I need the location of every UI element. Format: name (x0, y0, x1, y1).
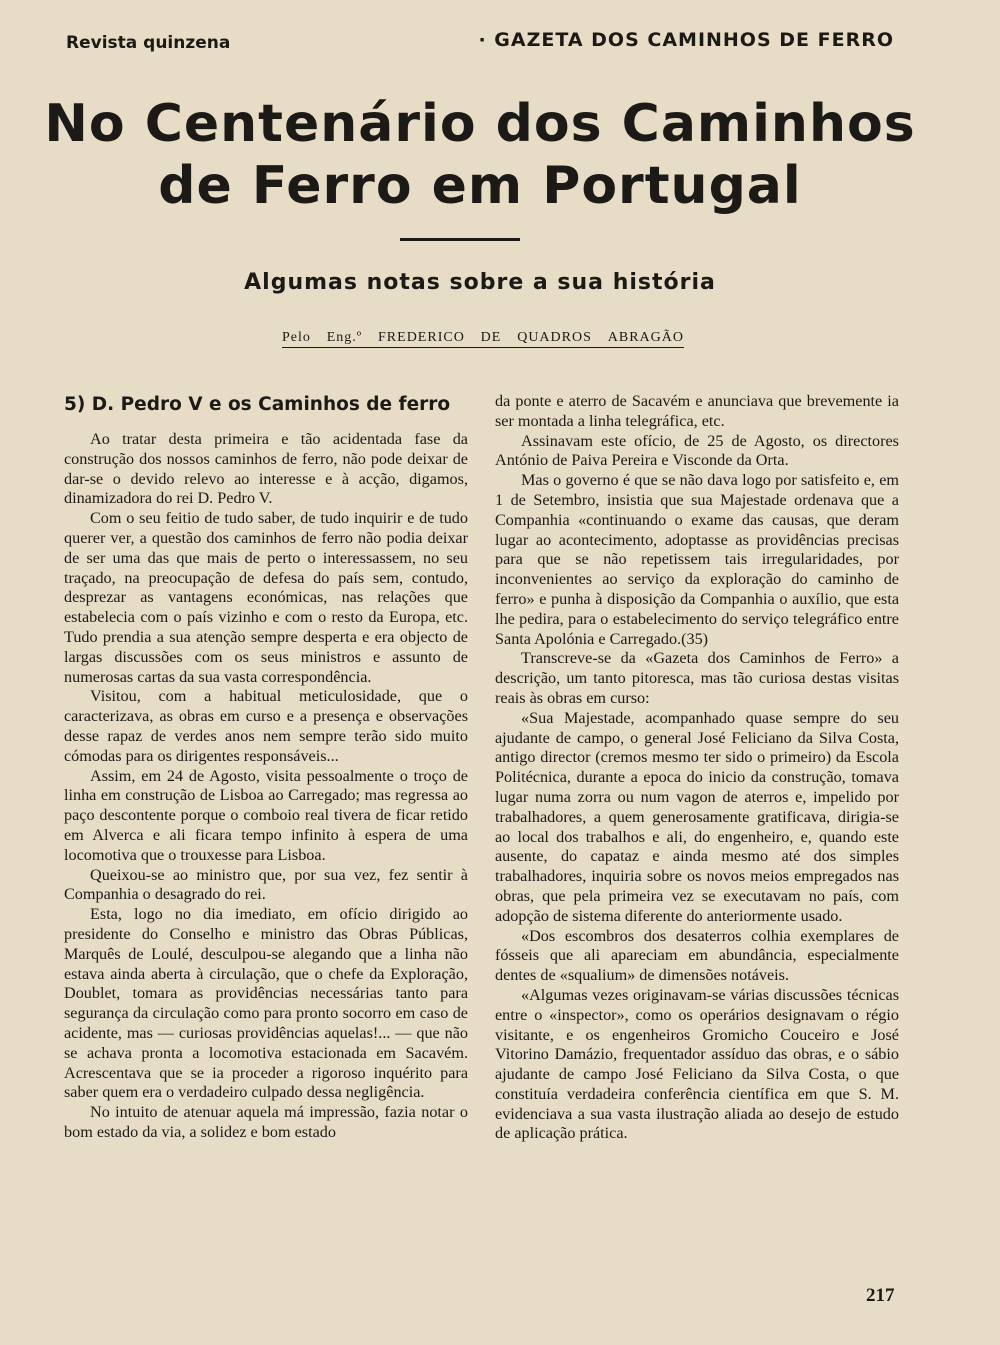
paragraph: Queixou-se ao ministro que, por sua vez, fez sentir à Companhia o desagrado do rei. (64, 865, 468, 904)
paragraph: Ao tratar desta primeira e tão acidentada fase da construção dos nossos caminhos de ferro, não pode deixar de dar-se o devido relevo ao interesse e à acção, digamos, dinamizadora do rei D. Pedro V. (64, 430, 468, 508)
paragraph: Esta, logo no dia imediato, em ofício dirigido ao presidente do Conselho e ministro das Obras Públicas, Marquês de Loulé, desculpou-se alegando que a linha não estava ainda aberta à circulação, que o chefe da Exploração, Doublet, tomara as providências necessárias tanto para segurança da circulação como para pronto socorro em caso de acidente, mas — curiosas providências aquelas!... — que não se achava pronta a locomotiva estacionada em Sacavém. Acrescentava que se ia proceder a rigoroso inquérito para saber quem era o verdadeiro culpado dessa negligência. (64, 905, 468, 1102)
paragraph: «Algumas vezes originavam-se várias discussões técnicas entre o «inspector», como os operários designavam o régio visitante, e os engenheiros Gromicho Couceiro e José Vitorino Damázio, frequentador assíduo das obras, e o sábio ajudante de campo José Feliciano da Silva Costa, o que constituía verdadeira conferência científica em que S. M. evidenciava a sua vasta ilustração aliada ao desejo de estudo de aplicação prática. (495, 985, 899, 1143)
byline-word: DE (480, 330, 502, 345)
right-column (495, 392, 899, 1144)
paragraph: Visitou, com a habitual meticulosidade, que o caracterizava, as obras em curso e a presença e observações desse rapaz de verdes anos nem sempre terão sido muito cómodas para os dirigentes responsáveis... (64, 687, 468, 765)
paragraph: Assim, em 24 de Agosto, visita pessoalmente o troço de linha em construção de Lisboa ao Carregado; mas regressa ao paço descontente porque o comboio real tivera de ficar retido em Alverca e ali ficara tempo infinito à espera de uma locomotiva que o trouxesse para Lisboa. (64, 766, 468, 864)
left-column (64, 430, 468, 1143)
paragraph: Com o seu feitio de tudo saber, de tudo inquirir e de tudo querer ver, a questão dos caminhos de ferro não podia deixar de ser uma das que mais de perto o interessassem, no seu traçado, na preocupação de defesa do país sem, contudo, desprezar as vantagens económicas, nas relações que estabelecia com o país vizinho e com o resto da Europa, etc. Tudo prendia a sua atenção sempre desperta e era objecto de largas discussões com os seus ministros e assunto de numerosas cartas da sua vasta correspondência. (64, 509, 468, 686)
byline-word: QUADROS (517, 330, 592, 345)
article-title-line-1: No Centenário dos Caminhos (44, 94, 916, 154)
article-subtitle: Algumas notas sobre a sua história (244, 270, 716, 295)
paragraph: da ponte e aterro de Sacavém e anunciava que brevemente ia ser montada a linha telegráfica, etc. (495, 392, 899, 430)
article-title-line-2: de Ferro em Portugal (158, 156, 802, 216)
paragraph: Mas o governo é que se não dava logo por satisfeito e, em 1 de Setembro, insistia que sua Majestade ordenava que a Companhia «continuando o exame das causas, que deram lugar ao acontecimento, adoptasse as providências precisas para que se não repetissem tais irregularidades, por inconvenientes ao serviço da exploração do caminho de ferro» e punha à disposição da Companhia o auxílio, que esta lhe pedira, para o estabelecimento do serviço telegráfico entre Santa Apolónia e Carregado.(35) (495, 471, 899, 648)
header-left: Revista quinzena (66, 33, 231, 53)
byline-word: Eng.º (326, 330, 363, 345)
byline-word: Pelo (282, 330, 311, 345)
byline-word: ABRAGÃO (607, 330, 684, 345)
paragraph: «Dos escombros dos desaterros colhia exemplares de fósseis que ali apareciam em abundância, especialmente dentes de «squalium» de dimensões notáveis. (495, 926, 899, 985)
title-divider (400, 238, 520, 241)
paragraph: «Sua Majestade, acompanhado quase sempre do seu ajudante de campo, o general José Feliciano da Silva Costa, antigo director (cremos mesmo ter sido o primeiro) da Escola Politécnica, durante a epoca do inicio da construção, tomava lugar numa zorra ou num vagon de aterros e, impelido por trabalhadores, a quem generosamente gratificava, dirigia-se ao local dos trabalhos e ali, do engenheiro, e, quando este ausente, do capataz e ainda mesmo até dos simples trabalhadores, inquiria sobre os novos meios empregados nas obras, que pela primeira vez se executavam no país, com adopção de sistema diferente do anteriormente usado. (495, 708, 899, 925)
byline-word: FREDERICO (378, 330, 465, 345)
byline (282, 330, 684, 348)
header-right: · GAZETA DOS CAMINHOS DE FERRO (478, 29, 894, 51)
paragraph: No intuito de atenuar aquela má impressão, fazia notar o bom estado da via, a solidez e bom estado (64, 1103, 468, 1141)
page-number: 217 (866, 1285, 895, 1306)
section-heading: 5) D. Pedro V e os Caminhos de ferro (64, 394, 451, 415)
paragraph: Transcreve-se da «Gazeta dos Caminhos de Ferro» a descrição, um tanto pitoresca, mas tão curiosa destas visitas reais às obras em curso: (495, 649, 899, 707)
paragraph: Assinavam este ofício, de 25 de Agosto, os directores António de Paiva Pereira e Visconde da Orta. (495, 431, 899, 470)
